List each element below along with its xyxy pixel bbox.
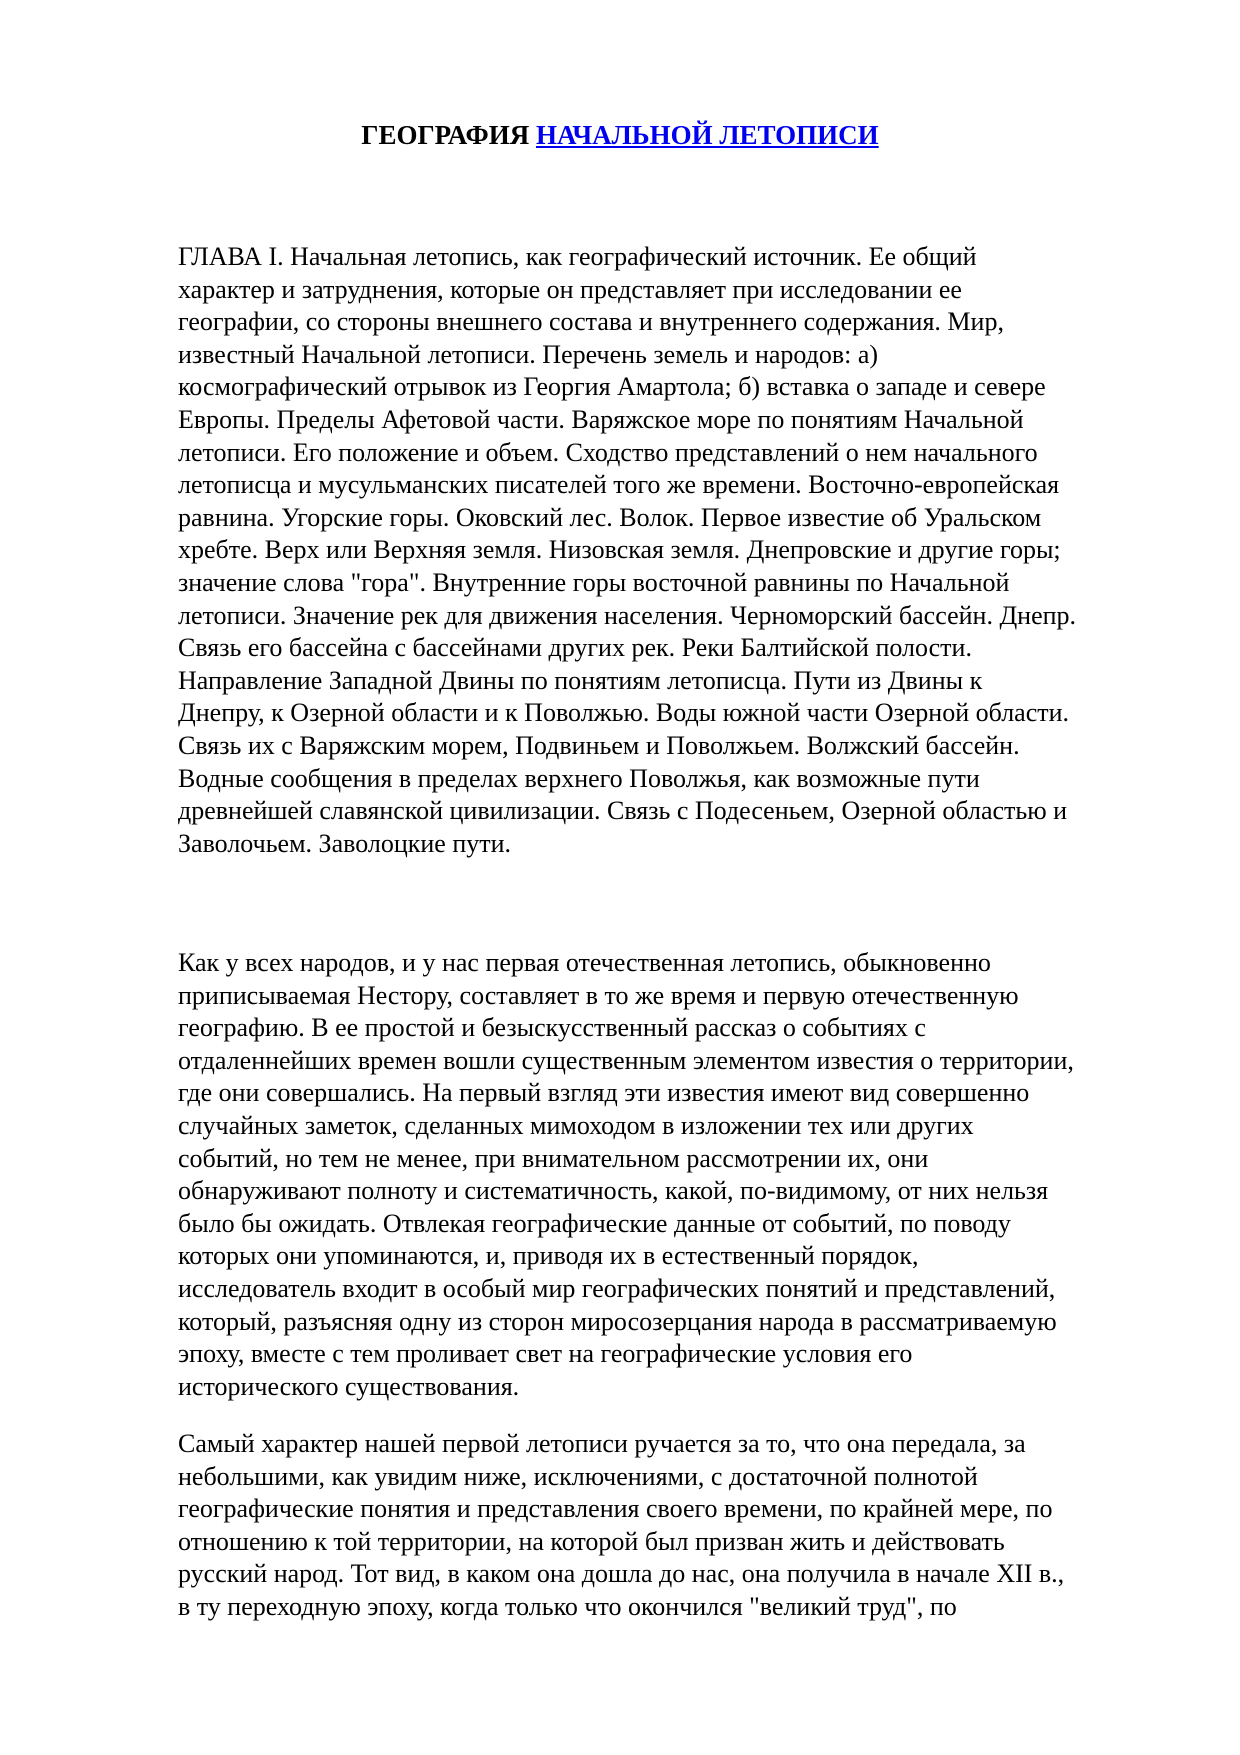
text-line: равнина. Угорские горы. Оковский лес. Волок. Первое известие об Уральском (178, 502, 1042, 532)
text-line: Связь их с Варяжским морем, Подвиньем и Поволжьем. Волжский бассейн. (178, 730, 1020, 760)
text-line: географии, со стороны внешнего состава и внутреннего содержания. Мир, (178, 307, 1004, 337)
text-line: летописи. Значение рек для движения населения. Черноморский бассейн. Днепр. (178, 600, 1077, 630)
text-line: известный Начальной летописи. Перечень земель и народов: а) (178, 339, 879, 369)
text-line: в ту переходную эпоху, когда только что окончился "великий труд", по (178, 1591, 957, 1621)
text-line: ГЛАВА I. Начальная летопись, как географический источник. Ее общий (178, 242, 977, 271)
title-link[interactable]: НАЧАЛЬНОЙ ЛЕТОПИСИ (535, 120, 879, 150)
text-line: русский народ. Тот вид, в каком она дошла до нас, она получила в начале XII в., (178, 1559, 1065, 1589)
text-line: случайных заметок, сделанных мимоходом в изложении тех или других (178, 1110, 974, 1140)
text-line: космографический отрывок из Георгия Амартола; б) вставка о западе и севере (178, 372, 1046, 402)
text-line: хребте. Верх или Верхняя земля. Низовская земля. Днепровские и другие горы; (178, 535, 1061, 565)
text-line: отдаленнейших времен вошли существенным элементом известия о территории, (178, 1045, 1074, 1075)
text-line: Связь его бассейна с бассейнами других рек. Реки Балтийской полости. (178, 633, 972, 663)
text-line: отношению к той территории, на которой был призван жить и действовать (178, 1526, 1005, 1556)
text-line: где они совершались. На первый взгляд эти известия имеют вид совершенно (178, 1078, 1030, 1108)
text-line: которых они упоминаются, и, приводя их в естественный порядок, (178, 1241, 919, 1271)
page-title (0, 117, 1240, 153)
text-line: исторического существования. (178, 1371, 520, 1401)
body-paragraph-2 (178, 1428, 1178, 1624)
text-line: Водные сообщения в пределах верхнего Поволжья, как возможные пути (178, 763, 980, 793)
text-line: эпоху, вместе с тем проливает свет на географические условия его (178, 1339, 913, 1369)
text-line: было бы ожидать. Отвлекая географические данные от событий, по поводу (178, 1208, 1011, 1238)
text-line: Европы. Пределы Афетовой части. Варяжское море по понятиям Начальной (178, 404, 1024, 434)
text-line: летописца и мусульманских писателей того же времени. Восточно-европейская (178, 470, 1060, 500)
text-line: характер и затруднения, которые он представляет при исследовании ее (178, 274, 962, 304)
text-line: событий, но тем не менее, при внимательном рассмотрении их, они (178, 1143, 929, 1173)
text-line: Днепру, к Озерной области и к Поволжью. Воды южной части Озерной области. (178, 698, 1070, 728)
text-line: обнаруживают полноту и систематичность, какой, по-видимому, от них нельзя (178, 1176, 1049, 1206)
text-line: Направление Западной Двины по понятиям летописца. Пути из Двины к (178, 665, 983, 695)
text-line: географию. В ее простой и безыскусственный рассказ о событиях с (178, 1013, 926, 1043)
text-line: летописи. Его положение и объем. Сходство представлений о нем начального (178, 437, 1038, 467)
text-line: Самый характер нашей первой летописи ручается за то, что она передала, за (178, 1429, 1026, 1458)
body-paragraph-1 (178, 947, 1178, 1403)
text-line: который, разъясняя одну из сторон миросозерцания народа в рассматриваемую (178, 1306, 1057, 1336)
title-prefix: ГЕОГРАФИЯ (361, 120, 530, 150)
text-line: географические понятия и представления своего времени, по крайней мере, по (178, 1494, 1053, 1524)
text-line: небольшими, как увидим ниже, исключениями, с достаточной полнотой (178, 1461, 978, 1491)
text-line: древнейшей славянской цивилизации. Связь с Подесеньем, Озерной областью и (178, 796, 1068, 826)
chapter-summary-paragraph (178, 241, 1178, 860)
text-line: значение слова "гора". Внутренние горы восточной равнины по Начальной (178, 567, 1010, 597)
text-line: Как у всех народов, и у нас первая отечественная летопись, обыкновенно (178, 948, 991, 977)
text-line: Заволочьем. Заволоцкие пути. (178, 828, 512, 858)
text-line: исследователь входит в особый мир географических понятий и представлений, (178, 1273, 1056, 1303)
text-line: приписываемая Нестору, составляет в то же время и первую отечественную (178, 980, 1019, 1010)
